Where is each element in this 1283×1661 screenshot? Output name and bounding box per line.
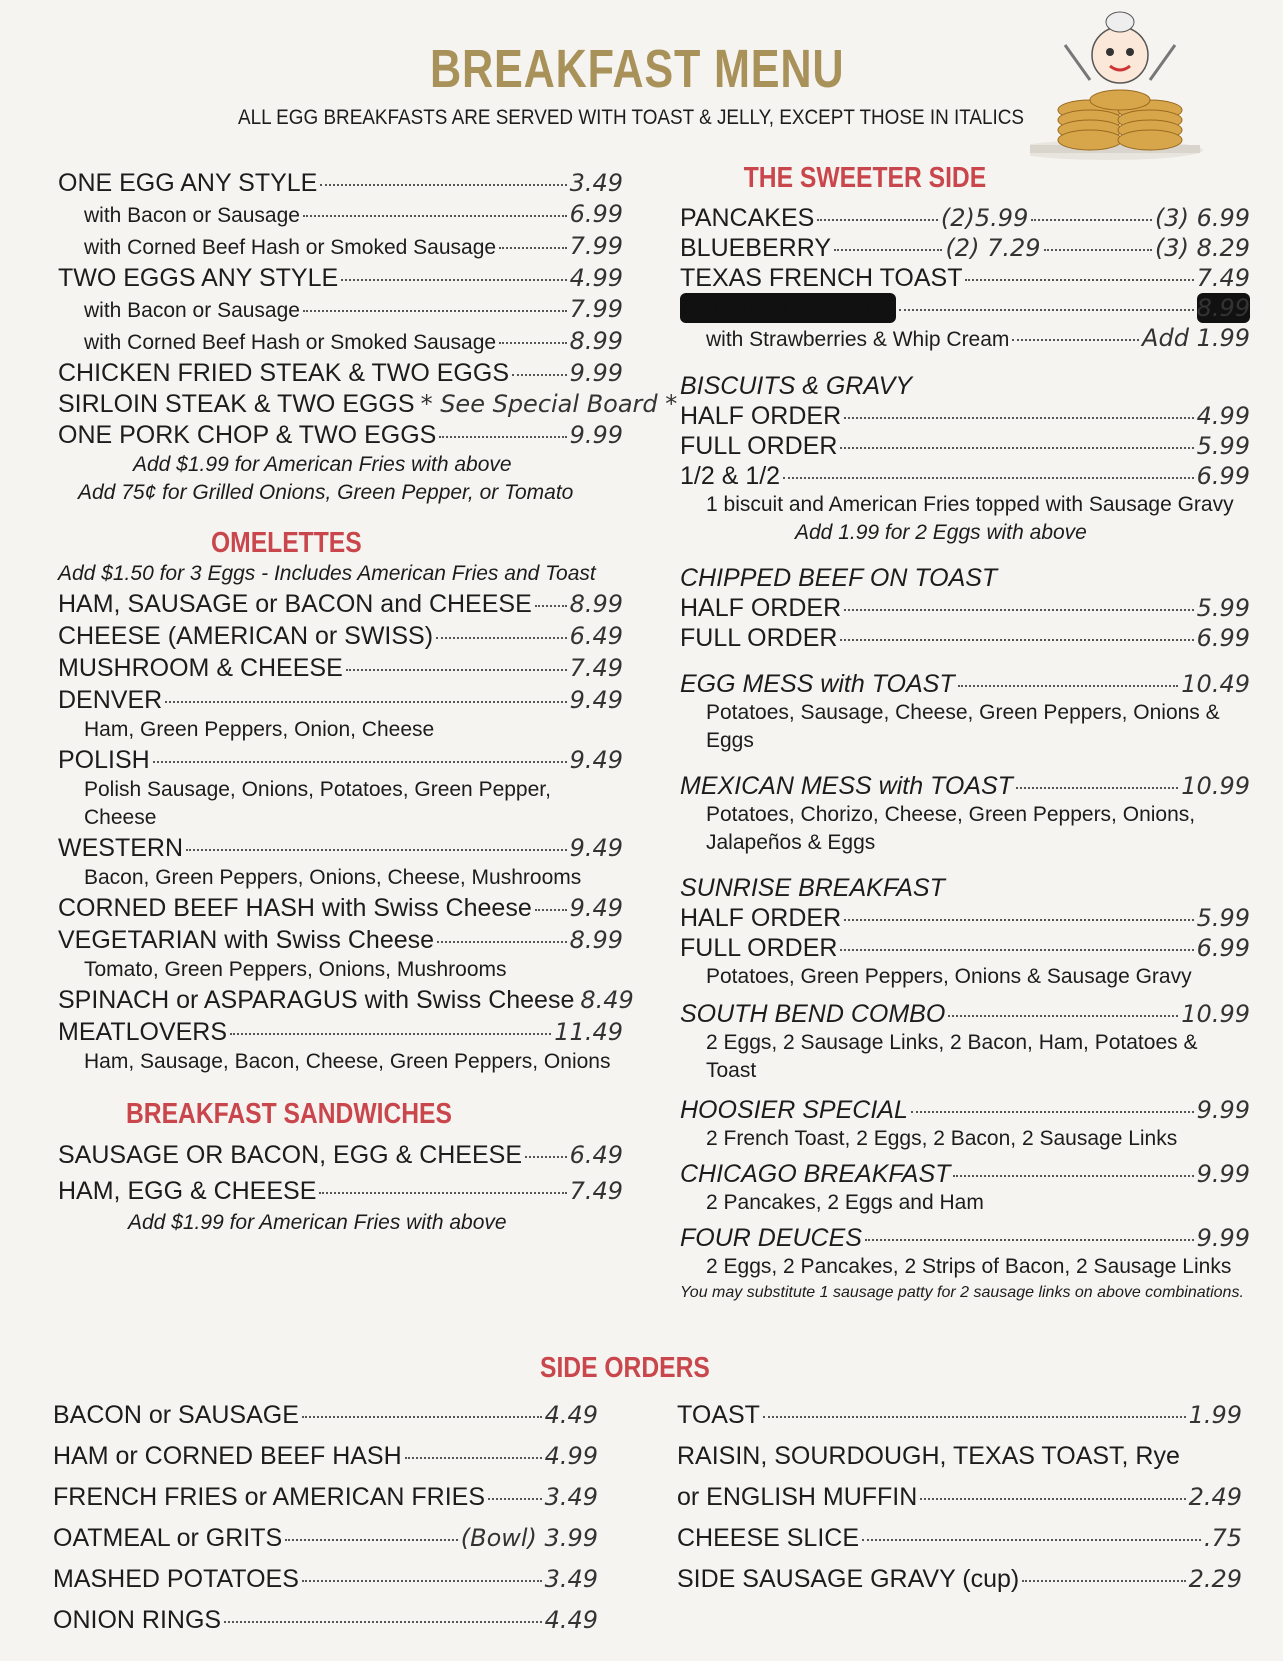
item-name: FULL ORDER	[680, 432, 838, 460]
item-name: TOAST	[677, 1401, 760, 1429]
menu-item	[58, 168, 623, 199]
item-price: 9.49	[569, 894, 623, 922]
item-price: 9.99	[569, 421, 623, 449]
menu-item	[53, 1395, 598, 1436]
deuces-desc: 2 Eggs, 2 Pancakes, 2 Strips of Bacon, 2 Sausage Links	[706, 1255, 1232, 1278]
menu-item: with Strawberries & Whip Cream Add 1.99	[706, 324, 1250, 352]
menu-item	[53, 1518, 598, 1559]
item-price: 6.99	[1196, 934, 1250, 962]
item-price: .75	[1203, 1524, 1242, 1552]
biscuits-note: Add 1.99 for 2 Eggs with above	[795, 521, 1087, 544]
item-price: 9.49	[569, 834, 623, 862]
item-name: HAM, EGG & CHEESE	[58, 1177, 317, 1205]
item-price: 9.49	[569, 686, 623, 714]
item-price: 6.49	[569, 1141, 623, 1169]
menu-item	[680, 461, 1250, 491]
item-name: SPINACH or ASPARAGUS with Swiss Cheese	[58, 986, 575, 1014]
item-price: (Bowl) 3.99	[460, 1524, 598, 1552]
menu-item	[53, 1559, 598, 1600]
item-name: CHEESE (AMERICAN or SWISS)	[58, 622, 434, 650]
menu-item	[677, 1436, 1242, 1477]
item-name: with Corned Beef Hash or Smoked Sausage	[84, 331, 497, 354]
menu-item	[680, 903, 1250, 933]
item-price: 9.99	[569, 359, 623, 387]
item-price: 6.49	[569, 622, 623, 650]
item-price: 7.99	[569, 295, 623, 323]
item-price: 4.49	[544, 1401, 598, 1429]
sandwich-note: Add $1.99 for American Fries with above	[128, 1211, 507, 1234]
item-price: 2.29	[1188, 1565, 1242, 1593]
menu-item	[58, 652, 623, 684]
item-price: 8.99	[569, 590, 623, 618]
item-name: BACON or SAUSAGE	[53, 1401, 299, 1429]
item-price: 1.99	[1188, 1401, 1242, 1429]
menu-item	[680, 293, 1250, 323]
item-price: 7.99	[569, 232, 623, 260]
item-name: CORNED BEEF HASH with Swiss Cheese	[58, 894, 532, 922]
item-name: MEATLOVERS	[58, 1018, 228, 1046]
menu-item	[53, 1600, 598, 1641]
menu-item	[677, 1518, 1242, 1559]
item-price: 9.49	[569, 746, 623, 774]
menu-item: CHICAGO BREAKFAST 9.99	[680, 1160, 1250, 1188]
side-orders-left	[53, 1395, 598, 1641]
eggmess-desc: Potatoes, Sausage, Cheese, Green Peppers, Onions & Eggs	[706, 701, 1220, 752]
chipped-list	[680, 593, 1250, 653]
mexican-desc-2: Jalapeños & Eggs	[706, 831, 876, 854]
biscuits-heading: BISCUITS & GRAVY	[680, 372, 913, 400]
item-price: 8.99	[569, 327, 623, 355]
item-name: SIDE SAUSAGE GRAVY (cup)	[677, 1565, 1020, 1593]
item-name: FULL ORDER	[680, 624, 838, 652]
item-name: SIRLOIN STEAK & TWO EGGS	[58, 390, 415, 418]
omelettes-note: Add $1.50 for 3 Eggs - Includes American Fries and Toast	[58, 562, 596, 585]
sides-heading: SIDE ORDERS	[540, 1352, 710, 1384]
item-price: 8.99	[569, 926, 623, 954]
item-price: 7.49	[569, 1177, 623, 1205]
biscuit-list	[680, 401, 1250, 491]
left-column	[58, 168, 678, 1237]
menu-item	[58, 199, 623, 231]
menu-item	[680, 623, 1250, 653]
biscuits-desc: 1 biscuit and American Fries topped with Sausage Gravy	[706, 493, 1234, 516]
menu-item	[680, 431, 1250, 461]
sunrise-heading: SUNRISE BREAKFAST	[680, 874, 945, 902]
menu-item: MEXICAN MESS with TOAST 10.99	[680, 772, 1250, 800]
redacted-price: 8.99	[1196, 294, 1250, 322]
item-name: SAUSAGE OR BACON, EGG & CHEESE	[58, 1141, 523, 1169]
chipped-heading: CHIPPED BEEF ON TOAST	[680, 564, 998, 592]
item-name: RAISIN, SOURDOUGH, TEXAS TOAST, Rye	[677, 1442, 1180, 1470]
item-price: 4.99	[544, 1442, 598, 1470]
item-price: 5.99	[1196, 594, 1250, 622]
item-desc: Ham, Green Peppers, Onion, Cheese	[84, 718, 435, 741]
menu-item	[58, 924, 623, 956]
item-name: DENVER	[58, 686, 163, 714]
right-column	[680, 162, 1250, 1305]
menu-item	[58, 684, 623, 716]
sunrise-list	[680, 903, 1250, 963]
menu-title: BREAKFAST MENU	[430, 39, 845, 99]
item-name: VEGETARIAN with Swiss Cheese	[58, 926, 435, 954]
menu-item: HOOSIER SPECIAL 9.99	[680, 1096, 1250, 1124]
chef-pancakes-icon	[1030, 0, 1210, 175]
sandwich-list	[58, 1137, 623, 1209]
menu-item	[58, 744, 623, 776]
item-name: with Bacon or Sausage	[84, 299, 300, 322]
menu-subtitle: ALL EGG BREAKFASTS ARE SERVED WITH TOAST & JELLY, EXCEPT THOSE IN ITALICS	[238, 106, 1025, 129]
menu-item	[680, 933, 1250, 963]
item-price: 6.99	[1196, 624, 1250, 652]
item-name: with Bacon or Sausage	[84, 204, 300, 227]
menu-item	[680, 593, 1250, 623]
menu-item	[58, 588, 623, 620]
item-price: 8.49	[580, 986, 634, 1014]
sandwiches-heading: BREAKFAST SANDWICHES	[126, 1098, 452, 1130]
menu-item	[680, 401, 1250, 431]
menu-item: PANCAKES (2)5.99 (3) 6.99	[680, 204, 1250, 232]
southbend-desc: 2 Eggs, 2 Sausage Links, 2 Bacon, Ham, Potatoes & Toast	[706, 1031, 1198, 1082]
menu-item: FOUR DEUCES 9.99	[680, 1224, 1250, 1252]
item-name: HAM or CORNED BEEF HASH	[53, 1442, 402, 1470]
item-price: 5.99	[1196, 432, 1250, 460]
item-price: 3.49	[544, 1483, 598, 1511]
sweeter-heading: THE SWEETER SIDE	[743, 162, 987, 194]
hoosier-desc: 2 French Toast, 2 Eggs, 2 Bacon, 2 Sausage Links	[706, 1127, 1178, 1150]
note-onions: Add 75¢ for Grilled Onions, Green Pepper, or Tomato	[78, 481, 574, 504]
item-name: MUSHROOM & CHEESE	[58, 654, 343, 682]
item-name: CHEESE SLICE	[677, 1524, 860, 1552]
item-name: MASHED POTATOES	[53, 1565, 299, 1593]
menu-item	[58, 231, 623, 263]
item-price: 4.49	[544, 1606, 598, 1634]
item-price: 3.49	[544, 1565, 598, 1593]
menu-item: SOUTH BEND COMBO 10.99	[680, 1000, 1250, 1028]
item-price: 6.99	[569, 200, 623, 228]
sunrise-desc: Potatoes, Green Peppers, Onions & Sausage Gravy	[706, 965, 1192, 988]
menu-item	[53, 1436, 598, 1477]
item-price: 4.99	[569, 264, 623, 292]
menu-item	[58, 1173, 623, 1209]
item-name: or ENGLISH MUFFIN	[677, 1483, 918, 1511]
menu-item	[677, 1395, 1242, 1436]
item-name: HALF ORDER	[680, 402, 842, 430]
menu-item	[58, 389, 678, 420]
item-name: HALF ORDER	[680, 594, 842, 622]
item-price: 5.99	[1196, 904, 1250, 932]
substitution-note: You may substitute 1 sausage patty for 2 sausage links on above combinations.	[680, 1284, 1244, 1301]
item-desc: Polish Sausage, Onions, Potatoes, Green Pepper, Cheese	[84, 778, 551, 829]
item-desc: Ham, Sausage, Bacon, Cheese, Green Peppers, Onions	[84, 1050, 611, 1073]
item-name: ONE EGG ANY STYLE	[58, 169, 318, 197]
menu-item: BLUEBERRY (2) 7.29 (3) 8.29	[680, 234, 1250, 262]
menu-item	[58, 420, 623, 451]
menu-item	[58, 358, 623, 389]
item-price: * See Special Board *	[420, 390, 678, 418]
chicago-desc: 2 Pancakes, 2 Eggs and Ham	[706, 1191, 984, 1214]
item-price: 11.49	[554, 1018, 623, 1046]
menu-item	[58, 1016, 623, 1048]
menu-item	[58, 832, 623, 864]
item-price: 4.99	[1196, 402, 1250, 430]
redacted-label: BELGIAN WAFFLE	[680, 294, 896, 322]
item-price: 2.49	[1188, 1483, 1242, 1511]
item-desc: Tomato, Green Peppers, Onions, Mushrooms	[84, 958, 507, 981]
menu-item	[58, 263, 623, 294]
menu-item	[58, 294, 623, 326]
side-orders-right	[677, 1395, 1242, 1600]
omelette-list	[58, 588, 634, 1076]
item-price: 7.49	[569, 654, 623, 682]
omelettes-heading: OMELETTES	[211, 527, 362, 559]
item-name: HAM, SAUSAGE or BACON and CHEESE	[58, 590, 532, 618]
menu-item	[58, 1137, 623, 1173]
menu-item: TEXAS FRENCH TOAST 7.49	[680, 264, 1250, 292]
menu-item	[58, 892, 623, 924]
item-name: 1/2 & 1/2	[680, 462, 781, 490]
mexican-desc: Potatoes, Chorizo, Cheese, Green Peppers, Onions,	[706, 803, 1196, 826]
item-name: HALF ORDER	[680, 904, 842, 932]
item-name: ONION RINGS	[53, 1606, 222, 1634]
item-name: with Corned Beef Hash or Smoked Sausage	[84, 236, 497, 259]
menu-item	[677, 1559, 1242, 1600]
menu-item: EGG MESS with TOAST 10.49	[680, 670, 1250, 698]
item-name: CHICKEN FRIED STEAK & TWO EGGS	[58, 359, 509, 387]
item-name: OATMEAL or GRITS	[53, 1524, 283, 1552]
item-name: FULL ORDER	[680, 934, 838, 962]
item-name: ONE PORK CHOP & TWO EGGS	[58, 421, 437, 449]
item-price: 3.49	[569, 169, 623, 197]
note-fries: Add $1.99 for American Fries with above	[133, 453, 512, 476]
item-name: FRENCH FRIES or AMERICAN FRIES	[53, 1483, 485, 1511]
menu-item	[58, 984, 634, 1016]
menu-item	[53, 1477, 598, 1518]
item-price: 6.99	[1196, 462, 1250, 490]
item-name: WESTERN	[58, 834, 183, 862]
item-desc: Bacon, Green Peppers, Onions, Cheese, Mushrooms	[84, 866, 582, 889]
menu-item	[58, 326, 623, 358]
menu-item	[677, 1477, 1242, 1518]
menu-item	[58, 620, 623, 652]
egg-breakfasts	[58, 168, 678, 451]
item-name: POLISH	[58, 746, 150, 774]
item-name: TWO EGGS ANY STYLE	[58, 264, 339, 292]
